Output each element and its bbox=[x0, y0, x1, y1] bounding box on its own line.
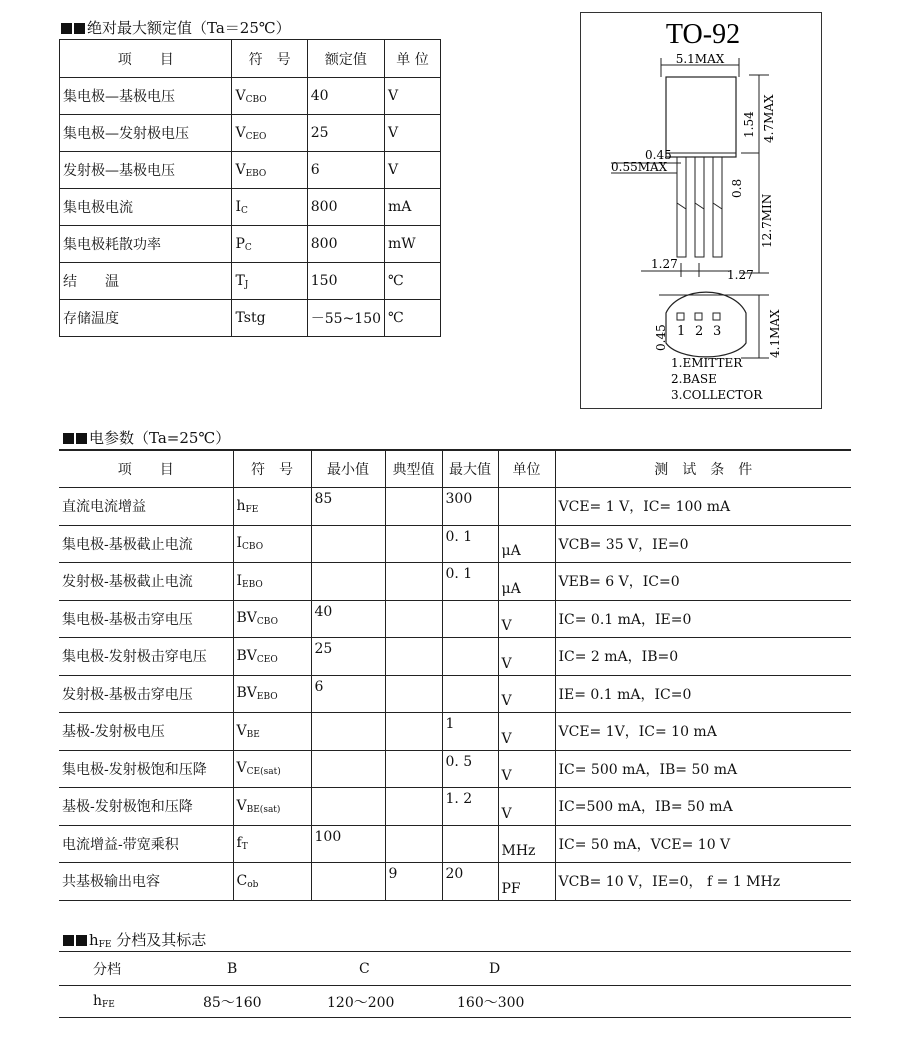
unit: ℃ bbox=[385, 263, 441, 300]
unit: V bbox=[498, 600, 555, 638]
electrical-table bbox=[59, 449, 851, 901]
symbol: $I_{EBO}$ bbox=[233, 563, 311, 601]
param-name: 存储温度 bbox=[60, 300, 232, 337]
unit: V bbox=[385, 115, 441, 152]
electrical-header-symbol: 符 号 bbox=[233, 450, 311, 488]
hfe-range-d: 160～300 bbox=[419, 986, 549, 1018]
typ-value bbox=[385, 638, 442, 676]
unit: ℃ bbox=[385, 300, 441, 337]
param-name: 集电极-基极击穿电压 bbox=[59, 600, 233, 638]
electrical-header-typ: 典型值 bbox=[385, 450, 442, 488]
typ-value bbox=[385, 713, 442, 751]
typ-value bbox=[385, 600, 442, 638]
rating-value: 25 bbox=[307, 115, 384, 152]
min-value: 85 bbox=[311, 488, 385, 526]
max-value: 0. 1 bbox=[442, 563, 498, 601]
table-row bbox=[59, 638, 851, 676]
max-ratings-header-rating: 额定值 bbox=[307, 40, 384, 78]
max-ratings-table bbox=[59, 39, 441, 337]
table-row bbox=[59, 863, 851, 901]
unit: V bbox=[385, 78, 441, 115]
min-value bbox=[311, 863, 385, 901]
dim-045-label: 0.45 bbox=[645, 148, 672, 162]
table-row bbox=[60, 189, 441, 226]
min-value bbox=[311, 750, 385, 788]
to92-package-drawing bbox=[580, 12, 822, 409]
test-condition: VCB= 10 V，IE=0， f = 1 MHz bbox=[555, 863, 851, 901]
param-name: 电流增益-带宽乘积 bbox=[59, 825, 233, 863]
unit: V bbox=[498, 638, 555, 676]
pin-1-label: 1 bbox=[677, 324, 686, 339]
electrical-header-conditions: 测 试 条 件 bbox=[555, 450, 851, 488]
table-row bbox=[60, 263, 441, 300]
bullet-square-icon bbox=[63, 935, 74, 946]
min-value: 6 bbox=[311, 675, 385, 713]
param-name: 发射极—基极电压 bbox=[60, 152, 232, 189]
unit: V bbox=[498, 750, 555, 788]
hfe-range-c: 120～200 bbox=[289, 986, 419, 1018]
symbol: $BV_{EBO}$ bbox=[233, 675, 311, 713]
hfe-grade-c: C bbox=[289, 952, 419, 986]
table-row bbox=[59, 525, 851, 563]
symbol: $I_C$ bbox=[232, 189, 307, 226]
max-ratings-header-item: 项 目 bbox=[60, 40, 232, 78]
max-ratings-header-symbol: 符 号 bbox=[232, 40, 307, 78]
table-row bbox=[60, 115, 441, 152]
param-name: 集电极耗散功率 bbox=[60, 226, 232, 263]
dim-width-label: 5.1MAX bbox=[675, 52, 725, 66]
legend-base: 2.BASE bbox=[671, 372, 717, 386]
param-name: 集电极电流 bbox=[60, 189, 232, 226]
max-value: 0. 1 bbox=[442, 525, 498, 563]
package-outline-svg bbox=[581, 13, 821, 408]
table-row bbox=[59, 788, 851, 826]
electrical-header-item: 项 目 bbox=[59, 450, 233, 488]
unit: μA bbox=[498, 563, 555, 601]
hfe-row-label: $h_{FE}$ bbox=[59, 986, 159, 1018]
symbol: $V_{BE(sat)}$ bbox=[233, 788, 311, 826]
symbol: $P_C$ bbox=[232, 226, 307, 263]
legend-collector: 3.COLLECTOR bbox=[671, 388, 763, 402]
bullet-square-icon bbox=[61, 23, 72, 34]
param-name: 直流电流增益 bbox=[59, 488, 233, 526]
test-condition: VCB= 35 V，IE=0 bbox=[555, 525, 851, 563]
unit: mW bbox=[385, 226, 441, 263]
symbol: $f_T$ bbox=[233, 825, 311, 863]
param-name: 集电极-基极截止电流 bbox=[59, 525, 233, 563]
max-value: 20 bbox=[442, 863, 498, 901]
dim-154-label: 1.54 bbox=[742, 111, 756, 138]
typ-value bbox=[385, 563, 442, 601]
dim-41max-label: 4.1MAX bbox=[768, 309, 782, 358]
rating-value: 150 bbox=[307, 263, 384, 300]
param-name: 基极-发射极饱和压降 bbox=[59, 788, 233, 826]
electrical-title: 电参数（Ta=25℃） bbox=[63, 427, 230, 448]
param-name: 基极-发射极电压 bbox=[59, 713, 233, 751]
test-condition: IC= 0.1 mA，IE=0 bbox=[555, 600, 851, 638]
param-name: 集电极—发射极电压 bbox=[60, 115, 232, 152]
unit: V bbox=[385, 152, 441, 189]
test-condition: IE= 0.1 mA，IC=0 bbox=[555, 675, 851, 713]
max-value: 1. 2 bbox=[442, 788, 498, 826]
test-condition: VCE= 1V，IC= 10 mA bbox=[555, 713, 851, 751]
max-value bbox=[442, 825, 498, 863]
min-value bbox=[311, 563, 385, 601]
bullet-square-icon bbox=[76, 935, 87, 946]
symbol: $V_{CEO}$ bbox=[232, 115, 307, 152]
table-row bbox=[60, 300, 441, 337]
max-value: 1 bbox=[442, 713, 498, 751]
table-row bbox=[59, 825, 851, 863]
param-name: 共基极输出电容 bbox=[59, 863, 233, 901]
pin-3-label: 3 bbox=[713, 324, 722, 339]
hfe-class-title: $h_{FE}$ 分档及其标志 bbox=[63, 929, 206, 950]
min-value: 25 bbox=[311, 638, 385, 676]
test-condition: IC= 2 mA，IB=0 bbox=[555, 638, 851, 676]
typ-value bbox=[385, 750, 442, 788]
typ-value bbox=[385, 675, 442, 713]
typ-value bbox=[385, 525, 442, 563]
test-condition: VCE= 1 V，IC= 100 mA bbox=[555, 488, 851, 526]
table-row bbox=[59, 713, 851, 751]
param-name: 发射极-基极截止电流 bbox=[59, 563, 233, 601]
table-row bbox=[59, 600, 851, 638]
typ-value bbox=[385, 788, 442, 826]
symbol: $BV_{CEO}$ bbox=[233, 638, 311, 676]
max-value: 300 bbox=[442, 488, 498, 526]
table-row bbox=[59, 488, 851, 526]
rating-value: 6 bbox=[307, 152, 384, 189]
hfe-grade-head: 分档 bbox=[59, 952, 159, 986]
max-value bbox=[442, 638, 498, 676]
legend-emitter: 1.EMITTER bbox=[671, 356, 743, 370]
unit: V bbox=[498, 675, 555, 713]
min-value bbox=[311, 788, 385, 826]
test-condition: IC= 500 mA，IB= 50 mA bbox=[555, 750, 851, 788]
symbol: $V_{CBO}$ bbox=[232, 78, 307, 115]
rating-value: 800 bbox=[307, 189, 384, 226]
rating-value: 800 bbox=[307, 226, 384, 263]
unit: mA bbox=[385, 189, 441, 226]
bullet-square-icon bbox=[63, 433, 74, 444]
test-condition: IC=500 mA，IB= 50 mA bbox=[555, 788, 851, 826]
typ-value: 9 bbox=[385, 863, 442, 901]
unit: V bbox=[498, 713, 555, 751]
unit: V bbox=[498, 788, 555, 826]
min-value bbox=[311, 525, 385, 563]
dim-lead-label: 12.7MIN bbox=[760, 193, 774, 248]
max-ratings-title: 绝对最大额定值（Ta＝25℃） bbox=[61, 17, 291, 38]
symbol: $V_{EBO}$ bbox=[232, 152, 307, 189]
table-row bbox=[59, 750, 851, 788]
symbol: $V_{BE}$ bbox=[233, 713, 311, 751]
hfe-grade-b: B bbox=[159, 952, 289, 986]
table-row bbox=[59, 675, 851, 713]
dim-08-label: 0.8 bbox=[730, 178, 744, 198]
dim-height-label: 4.7MAX bbox=[762, 94, 776, 143]
symbol: $C_{ob}$ bbox=[233, 863, 311, 901]
dim-bottom-045-label: 0.45 bbox=[654, 324, 668, 351]
electrical-header-max: 最大值 bbox=[442, 450, 498, 488]
table-row bbox=[60, 226, 441, 263]
dim-127b-label: 1.27 bbox=[727, 268, 754, 282]
param-name: 发射极-基极击穿电压 bbox=[59, 675, 233, 713]
hfe-class-table bbox=[59, 951, 851, 1018]
param-name: 集电极-发射极饱和压降 bbox=[59, 750, 233, 788]
typ-value bbox=[385, 825, 442, 863]
electrical-header-unit: 单位 bbox=[498, 450, 555, 488]
electrical-header-min: 最小值 bbox=[311, 450, 385, 488]
unit: μA bbox=[498, 525, 555, 563]
max-value bbox=[442, 675, 498, 713]
symbol: $BV_{CBO}$ bbox=[233, 600, 311, 638]
bullet-square-icon bbox=[74, 23, 85, 34]
param-name: 结 温 bbox=[60, 263, 232, 300]
package-name: TO-92 bbox=[665, 19, 741, 50]
max-value bbox=[442, 600, 498, 638]
min-value: 40 bbox=[311, 600, 385, 638]
min-value: 100 bbox=[311, 825, 385, 863]
hfe-range-b: 85～160 bbox=[159, 986, 289, 1018]
rating-value: －55~150 bbox=[307, 300, 384, 337]
table-row bbox=[60, 152, 441, 189]
table-row bbox=[59, 563, 851, 601]
pin-2-label: 2 bbox=[695, 324, 704, 339]
table-row bbox=[60, 78, 441, 115]
symbol: $I_{CBO}$ bbox=[233, 525, 311, 563]
min-value bbox=[311, 713, 385, 751]
max-value: 0. 5 bbox=[442, 750, 498, 788]
hfe-grade-d: D bbox=[419, 952, 549, 986]
unit: PF bbox=[498, 863, 555, 901]
dim-127a-label: 1.27 bbox=[651, 257, 678, 271]
bullet-square-icon bbox=[76, 433, 87, 444]
param-name: 集电极-发射极击穿电压 bbox=[59, 638, 233, 676]
symbol: $T_J$ bbox=[232, 263, 307, 300]
test-condition: IC= 50 mA，VCE= 10 V bbox=[555, 825, 851, 863]
symbol: $h_{FE}$ bbox=[233, 488, 311, 526]
max-ratings-header-unit: 单 位 bbox=[385, 40, 441, 78]
unit bbox=[498, 488, 555, 526]
rating-value: 40 bbox=[307, 78, 384, 115]
param-name: 集电极—基极电压 bbox=[60, 78, 232, 115]
symbol: $V_{CE(sat)}$ bbox=[233, 750, 311, 788]
typ-value bbox=[385, 488, 442, 526]
test-condition: VEB= 6 V，IC=0 bbox=[555, 563, 851, 601]
unit: MHz bbox=[498, 825, 555, 863]
symbol: Tstg bbox=[232, 300, 307, 337]
dim-055-label: 0.55MAX bbox=[611, 160, 668, 174]
